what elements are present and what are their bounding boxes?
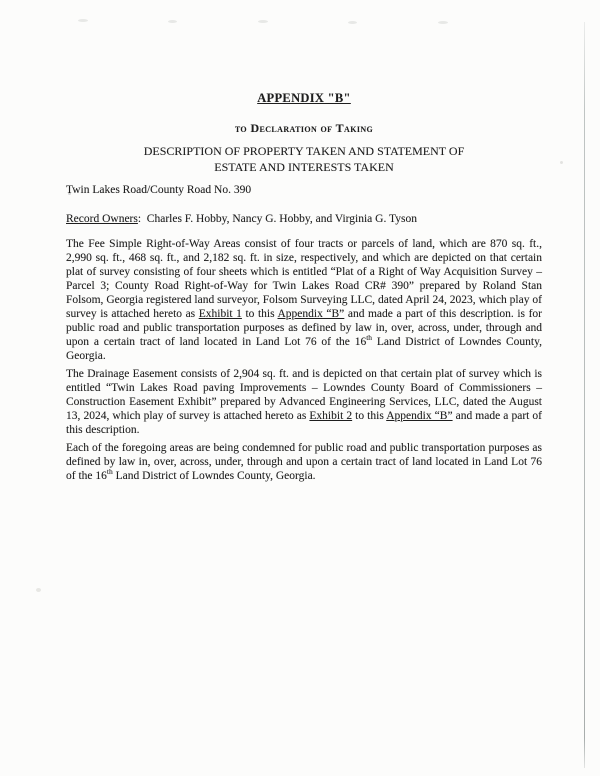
scan-page-edge-line — [584, 22, 585, 768]
description-line-2: ESTATE AND INTERESTS TAKEN — [214, 160, 394, 174]
scan-artifact — [560, 161, 563, 164]
description-heading — [66, 143, 542, 175]
declaration-subtitle: to Declaration of Taking — [234, 121, 374, 135]
paragraph-condemnation: Each of the foregoing areas are being condemned for public road and public transportation purposes as defined by law in, over, across, under, through and upon a certain tract of land located in Land Lot 76 of the 16th Land District of Lowndes County, Georgia. — [66, 442, 542, 482]
description-line-1: DESCRIPTION OF PROPERTY TAKEN AND STATEMENT OF — [143, 144, 465, 158]
appendix-title: APPENDIX "B" — [257, 91, 351, 105]
scan-artifact — [36, 588, 41, 592]
record-owners-line: Record Owners: Charles F. Hobby, Nancy G. Hobby, and Virginia G. Tyson — [66, 213, 417, 225]
road-identifier: Twin Lakes Road/County Road No. 390 — [66, 184, 252, 196]
document-content — [66, 0, 542, 483]
paragraph-fee-simple-right-of-way: The Fee Simple Right-of-Way Areas consist of four tracts or parcels of land, which are 870 sq. ft., 2,990 sq. ft., 468 sq. ft., and 2,182 sq. ft. in size, respectively, and which are depicted on that certain plat of survey consisting of four sheets which is entitled “Plat of a Right of Way Acquisition Survey – Parcel 3; County Road Right-of-Way for Twin Lakes Road CR# 390” prepared by Roland Stan Folsom, Georgia registered land surveyor, Folsom Surveying LLC, dated April 24, 2023, which play of survey is attached hereto as Exhibit 1 to this Appendix “B” and made a part of this description. is for public road and public transportation purposes as defined by law in, over, across, under, through and upon a certain tract of land located in Land Lot 76 of the 16th Land District of Lowndes County, Georgia. — [66, 238, 542, 362]
paragraph-drainage-easement: The Drainage Easement consists of 2,904 sq. ft. and is depicted on that certain plat of survey which is entitled “Twin Lakes Road paving Improvements – Lowndes County Board of Commissioners – Construction Easement Exhibit” prepared by Advanced Engineering Services, LLC, dated the August 13, 2024, which play of survey is attached hereto as Exhibit 2 to this Appendix “B” and made a part of this description. — [66, 368, 542, 436]
